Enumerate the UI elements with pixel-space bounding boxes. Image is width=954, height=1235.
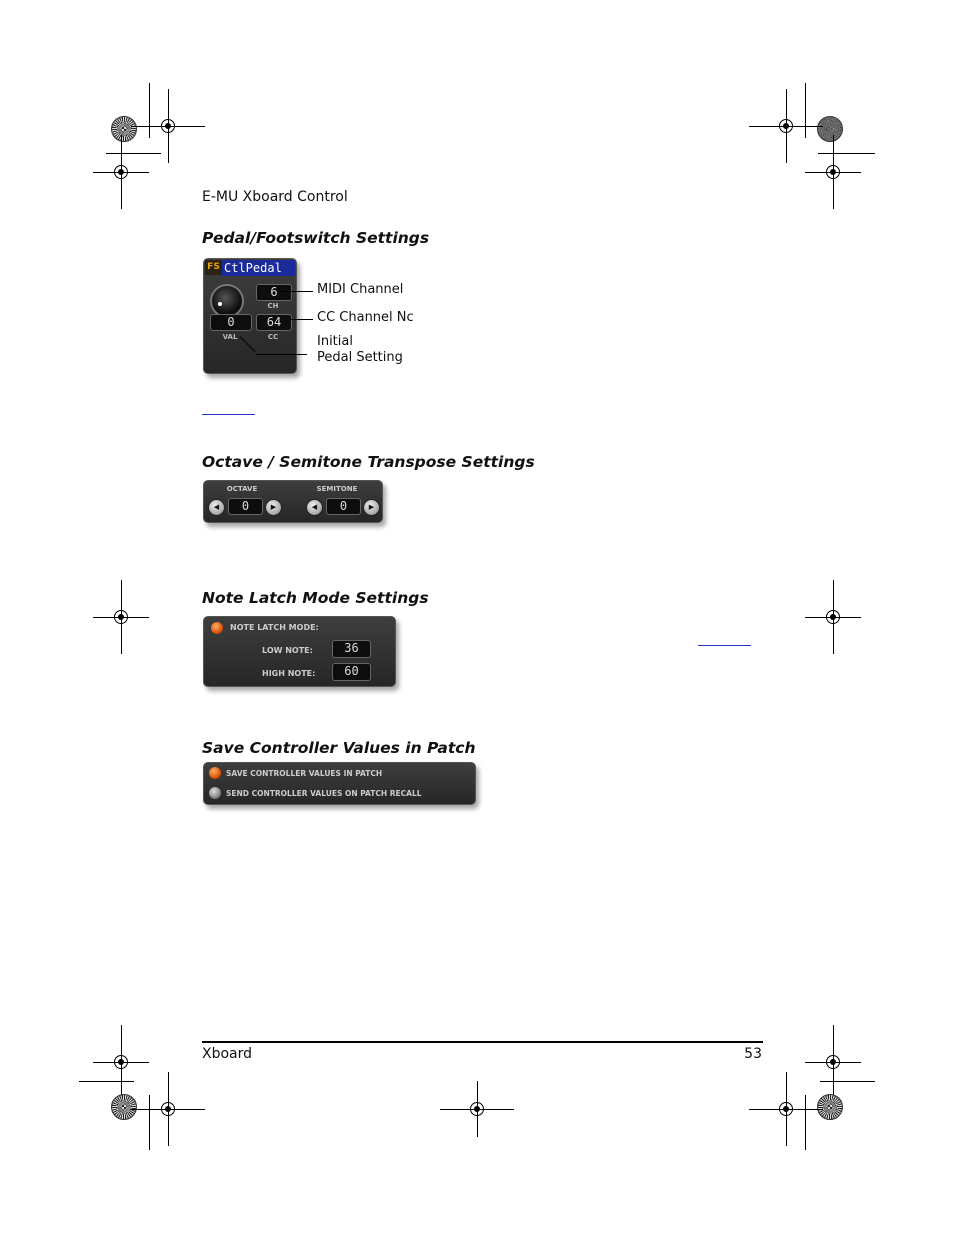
cc-label: CC (267, 333, 279, 341)
pedal-value-knob[interactable] (210, 284, 244, 318)
val-label: VAL (222, 333, 238, 341)
footer-title: Xboard (202, 1046, 253, 1062)
star-target-icon (111, 1094, 137, 1120)
callout-line (278, 291, 313, 292)
callout-midi-channel: MIDI Channel (317, 282, 404, 297)
cc-number-display[interactable]: 64 (256, 314, 292, 331)
hyperlink-underline[interactable] (202, 414, 255, 415)
octave-up-button[interactable]: ▶ (265, 499, 282, 516)
octave-value-display[interactable]: 0 (228, 498, 263, 515)
crop-line (805, 83, 806, 138)
initial-value-display[interactable]: 0 (210, 314, 252, 331)
pedal-panel (203, 258, 297, 374)
send-values-label[interactable]: SEND CONTROLLER VALUES ON PATCH RECALL (226, 789, 422, 798)
crop-line (106, 153, 161, 154)
channel-label: CH (267, 302, 279, 310)
crop-line (805, 1095, 806, 1150)
hyperlink-underline[interactable] (698, 645, 751, 646)
page-number: 53 (744, 1046, 762, 1062)
callout-cc-channel: CC Channel Nc (317, 310, 414, 325)
octave-label: OCTAVE (226, 485, 258, 493)
semitone-label: SEMITONE (316, 485, 358, 493)
star-target-icon (817, 1094, 843, 1120)
pedal-type-badge: FS (205, 260, 222, 275)
callout-line (290, 319, 313, 320)
star-target-icon (817, 116, 843, 142)
running-head: E-MU Xboard Control (202, 189, 348, 205)
footer-rule (202, 1041, 763, 1043)
callout-line (256, 354, 307, 355)
callout-pedal-setting: Pedal Setting (317, 350, 403, 365)
semitone-value-display[interactable]: 0 (326, 498, 361, 515)
section-title-latch: Note Latch Mode Settings (202, 589, 429, 607)
section-title-transpose: Octave / Semitone Transpose Settings (202, 453, 535, 471)
high-note-display[interactable]: 60 (332, 663, 371, 681)
crop-line (149, 83, 150, 138)
save-panel (203, 762, 476, 805)
star-target-icon (111, 116, 137, 142)
latch-panel (203, 616, 396, 687)
crop-line (79, 1081, 134, 1082)
crop-line (818, 153, 875, 154)
send-values-led-icon[interactable] (209, 787, 221, 799)
latch-mode-label: NOTE LATCH MODE: (230, 623, 319, 632)
callout-initial: Initial (317, 334, 353, 349)
low-note-display[interactable]: 36 (332, 640, 371, 658)
channel-value-display[interactable]: 6 (256, 284, 292, 301)
section-title-save: Save Controller Values in Patch (202, 739, 476, 757)
crop-line (820, 1081, 875, 1082)
latch-mode-led-icon[interactable] (211, 622, 223, 634)
semitone-down-button[interactable]: ◀ (306, 499, 323, 516)
octave-down-button[interactable]: ◀ (208, 499, 225, 516)
low-note-label: LOW NOTE: (262, 646, 313, 655)
save-values-led-icon[interactable] (209, 767, 221, 779)
crop-line (149, 1095, 150, 1150)
transpose-panel (203, 480, 383, 523)
save-values-label[interactable]: SAVE CONTROLLER VALUES IN PATCH (226, 769, 383, 778)
pedal-name-field[interactable]: CtlPedal (222, 260, 295, 276)
semitone-up-button[interactable]: ▶ (363, 499, 380, 516)
high-note-label: HIGH NOTE: (262, 669, 316, 678)
section-title-pedal: Pedal/Footswitch Settings (202, 229, 430, 247)
